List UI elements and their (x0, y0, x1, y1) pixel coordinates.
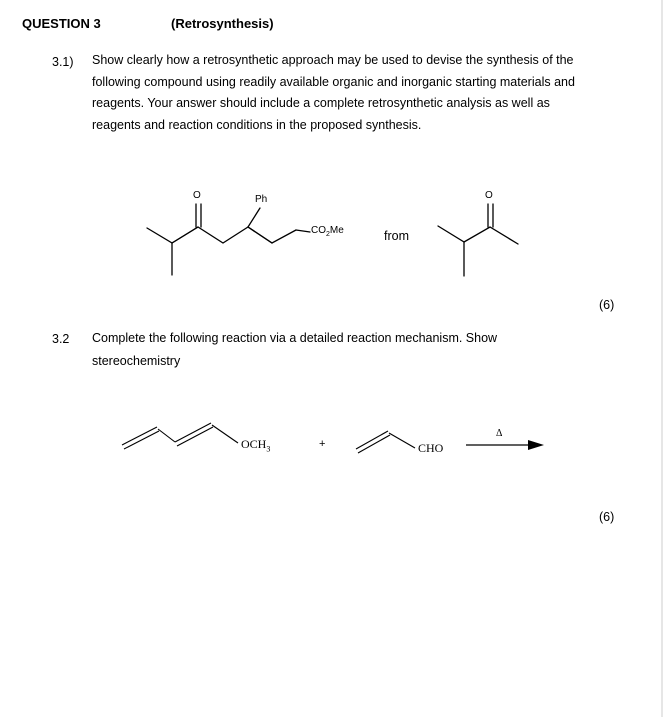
dienophile-double-bond (356, 431, 388, 449)
target-ester-label: $CO_2Me$ (311, 225, 344, 238)
diene-methoxy-label: $OCH_3$ (241, 437, 271, 454)
diene-single-bond (158, 429, 175, 442)
from-label: from (384, 229, 409, 243)
heat-symbol: Δ (496, 428, 503, 439)
q31-number: 3.1) (52, 55, 74, 69)
target-phenyl-label: Ph (255, 194, 268, 205)
q32-marks: (6) (599, 510, 615, 524)
q31-line: following compound using readily available organic and inorganic starting materials and (92, 74, 575, 89)
diene-methoxy-bond (212, 425, 238, 443)
dienophile-aldehyde-label: CHO (418, 441, 444, 455)
question-topic: (Retrosynthesis) (171, 16, 274, 31)
q31-line: Show clearly how a retrosynthetic approach may be used to devise the synthesis of the (92, 53, 574, 67)
q31-marks: (6) (599, 298, 615, 312)
dienophile-aldehyde-bond (389, 433, 415, 448)
q32-number: 3.2 (52, 332, 70, 346)
diene-double-bond (122, 427, 157, 445)
q32-line: stereochemistry (92, 354, 181, 368)
target-oxygen-label: O (193, 190, 201, 201)
q32-line: Complete the following reaction via a detailed reaction mechanism. Show (92, 331, 498, 345)
plus-sign: + (319, 438, 326, 450)
question-title: QUESTION 3 (22, 16, 101, 31)
q31-line: reagents. Your answer should include a complete retrosynthetic analysis as well as (92, 96, 550, 110)
reaction-arrow-head (528, 440, 544, 450)
start-oxygen-label: O (485, 190, 493, 201)
diene-double-bond-2 (175, 423, 211, 442)
q31-line: reagents and reaction conditions in the proposed synthesis. (92, 117, 422, 132)
